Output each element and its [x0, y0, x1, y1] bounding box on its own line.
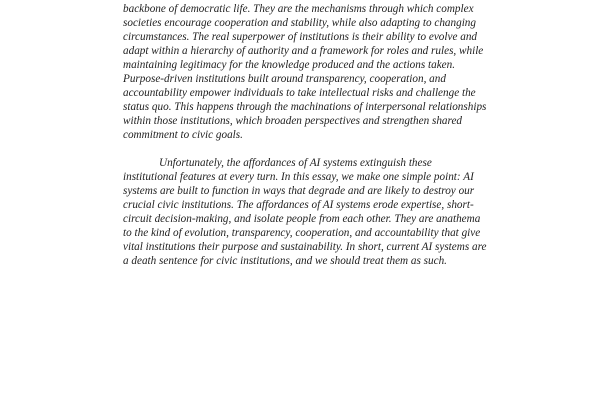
text-line: commitment to civic goals.: [123, 129, 243, 141]
text-line: to the kind of evolution, transparency, cooperation, and accountability that give: [123, 227, 481, 239]
paragraph-1: [123, 2, 485, 142]
paragraph-2: [123, 156, 485, 268]
text-line: status quo. This happens through the machinations of interpersonal relationships: [123, 101, 487, 113]
text-line-indented: Unfortunately, the affordances of AI systems extinguish these: [159, 157, 432, 169]
text-line: adapt within a hierarchy of authority and a framework for roles and rules, while: [123, 45, 484, 57]
text-line: within those institutions, which broaden perspectives and strengthen shared: [123, 115, 463, 127]
text-line: maintaining legitimacy for the knowledge produced and the actions taken.: [123, 59, 456, 71]
text-line: Purpose-driven institutions built around transparency, cooperation, and: [123, 73, 446, 85]
text-line: circuit decision-making, and isolate people from each other. They are anathema: [123, 213, 481, 225]
text-line: a death sentence for civic institutions, and we should treat them as such.: [123, 255, 447, 267]
text-line: crucial civic institutions. The affordances of AI systems erode expertise, short-: [123, 199, 474, 211]
text-line: societies encourage cooperation and stability, while also adapting to changing: [123, 17, 476, 29]
text-line: accountability empower individuals to take intellectual risks and challenge the: [123, 87, 476, 99]
text-line: backbone of democratic life. They are the mechanisms through which complex: [123, 3, 474, 15]
text-line: vital institutions their purpose and sustainability. In short, current AI systems are: [123, 241, 487, 253]
document-body: [123, 2, 485, 268]
text-line: institutional features at every turn. In this essay, we make one simple point: AI: [123, 171, 474, 183]
paragraph-gap: [123, 142, 485, 156]
text-line: circumstances. The real superpower of institutions is their ability to evolve and: [123, 31, 478, 43]
text-line: systems are built to function in ways that degrade and are likely to destroy our: [123, 185, 475, 197]
